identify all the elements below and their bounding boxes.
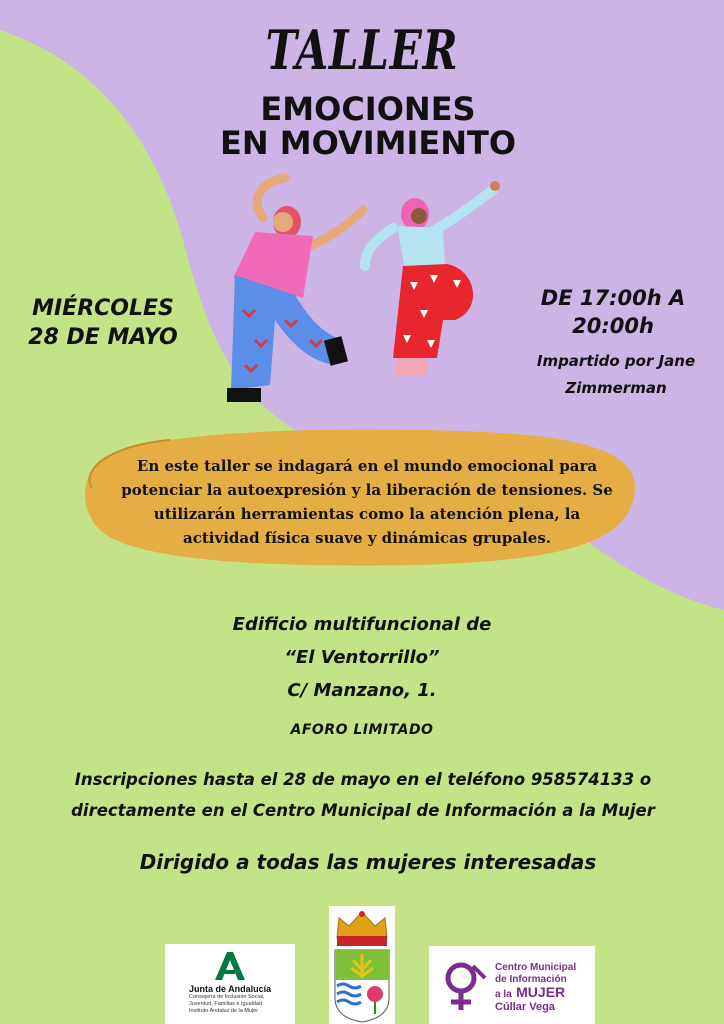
instructor [516, 348, 716, 402]
registration-info [18, 764, 708, 826]
venue-address: C/ Manzano, 1. [287, 680, 437, 701]
event-date [10, 294, 196, 352]
junta-a-icon [211, 950, 247, 982]
instructor-line-1: Impartido por Jane [536, 352, 696, 370]
title-line-2: EN MOVIMIENTO [219, 124, 517, 162]
workshop-title [0, 92, 724, 160]
centro-line-3a: a la [495, 989, 512, 1000]
venue [0, 608, 724, 707]
venue-line-1: Edificio multifuncional de [232, 614, 492, 635]
taller-kicker: TALLER [265, 18, 459, 82]
description-line: utilizarán herramientas como la atención plena, la [153, 505, 581, 523]
target-audience: Dirigido a todas las mujeres interesadas [139, 850, 597, 874]
junta-sub-3: Instituto Andaluz de la Mujer [189, 1008, 259, 1014]
centro-line-2: de Información [495, 974, 567, 985]
time-line-2: 20:00h [572, 314, 654, 338]
time-line-1: DE 17:00h A [540, 286, 686, 310]
venue-line-2: “El Ventorrillo” [284, 647, 440, 668]
registration-line-2: directamente en el Centro Municipal de Información a la Mujer [71, 801, 655, 820]
dancing-women-illustration [215, 170, 505, 420]
description-line: En este taller se indagará en el mundo emocional para [136, 457, 598, 475]
instructor-line-2: Zimmerman [565, 379, 667, 397]
date-day: 28 DE MAYO [28, 325, 178, 350]
title-line-1: EMOCIONES [260, 90, 476, 128]
junta-sub-1: Consejería de Inclusión Social, [189, 994, 265, 1000]
centro-line-1: Centro Municipal [495, 962, 577, 973]
centro-line-3b: MUJER [516, 984, 566, 1000]
centro-mujer-logo [429, 946, 595, 1024]
centro-line-4: Cúllar Vega [495, 1001, 555, 1013]
capacity-notice: AFORO LIMITADO [290, 722, 434, 738]
date-weekday: MIÉRCOLES [32, 296, 174, 321]
junta-sub-2: Juventud, Familias e Igualdad [189, 1001, 263, 1007]
event-time [528, 284, 698, 340]
women-symbol-icon [439, 958, 491, 1016]
workshop-description [118, 454, 616, 550]
coat-of-arms-icon [329, 906, 395, 1024]
description-line: potenciar la autoexpresión y la liberación de tensiones. Se [121, 481, 613, 499]
registration-line-1: Inscripciones hasta el 28 de mayo en el teléfono 958574133 o [74, 770, 652, 789]
description-line: actividad física suave y dinámicas grupales. [183, 529, 551, 547]
junta-andalucia-logo [165, 944, 295, 1024]
municipal-coat-of-arms [329, 906, 395, 1024]
junta-name: Junta de Andalucía [189, 984, 272, 994]
